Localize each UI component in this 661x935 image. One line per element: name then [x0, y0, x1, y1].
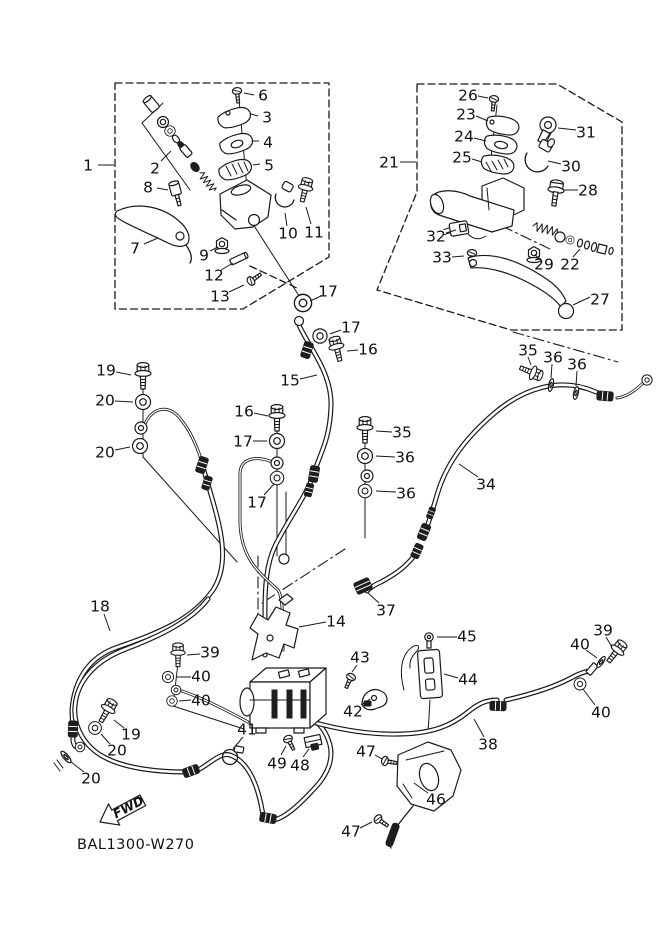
- part-30-clamp: [525, 138, 556, 172]
- ferrule: [182, 764, 200, 778]
- callout-17: 17: [318, 282, 338, 301]
- callout-40: 40: [191, 691, 211, 710]
- part-28-bolt: [546, 179, 565, 207]
- part-16-union-bolt: [269, 405, 285, 431]
- callout-36: 36: [543, 348, 563, 367]
- callout-28: 28: [578, 181, 598, 200]
- callout-leader-2: [161, 151, 171, 161]
- part-22-piston-kit: [532, 222, 614, 255]
- clip: [54, 760, 63, 771]
- grommet: [279, 554, 289, 564]
- part-44-bracket: [417, 649, 442, 698]
- callout-leader-33: [452, 256, 464, 257]
- part-39-union-bolt: [602, 637, 629, 666]
- callout-36: 36: [395, 448, 415, 467]
- callout-1: 1: [83, 156, 93, 175]
- callout-41: 41: [237, 720, 257, 739]
- callout-leader-13: [229, 285, 244, 292]
- callout-leader-5: [253, 164, 260, 165]
- callout-6: 6: [258, 86, 268, 105]
- part-23-cap: [485, 114, 521, 137]
- callout-leader-25: [472, 159, 482, 162]
- callout-24: 24: [454, 127, 474, 146]
- ferrule: [300, 341, 314, 359]
- callout-49: 49: [267, 754, 287, 773]
- callout-30: 30: [561, 157, 581, 176]
- part-11-bolt: [295, 176, 315, 203]
- hose-34-banjo: [361, 470, 373, 482]
- callout-leader-47: [375, 755, 382, 759]
- ferrule: [490, 701, 506, 711]
- part-42-bracket: [362, 690, 387, 710]
- callout-leader-35: [376, 431, 392, 432]
- part-27-lever: [468, 255, 574, 318]
- callout-7: 7: [130, 239, 140, 258]
- callout-25: 25: [452, 148, 472, 167]
- callout-23: 23: [456, 105, 476, 124]
- callout-4: 4: [263, 133, 273, 152]
- part-17-washer: [270, 434, 285, 449]
- part-19-union-bolt: [135, 363, 151, 389]
- callout-17: 17: [341, 318, 361, 337]
- part-39-union-bolt: [171, 643, 185, 667]
- hose-34-elbow: [617, 383, 643, 398]
- centerline: [262, 549, 345, 603]
- callout-leader-38: [474, 719, 484, 737]
- pipe-banjo: [271, 457, 283, 469]
- callout-leader-36: [376, 456, 395, 457]
- part-20-washer: [89, 722, 102, 735]
- part-3-cap: [216, 104, 253, 131]
- part-43-screw: [342, 672, 357, 690]
- callout-leader-14: [299, 622, 326, 627]
- part-40-washer: [574, 678, 586, 690]
- callout-10: 10: [278, 224, 298, 243]
- callout-16: 16: [234, 402, 254, 421]
- ferrule: [68, 721, 78, 737]
- callout-5: 5: [264, 156, 274, 175]
- callout-leader-20: [115, 447, 130, 450]
- callout-15: 15: [280, 371, 300, 390]
- part-25-diaphragm: [480, 153, 516, 176]
- callout-leader-26: [478, 96, 488, 98]
- callout-35: 35: [518, 341, 538, 360]
- part-17-washer: [270, 471, 284, 485]
- callout-leader-18: [104, 614, 110, 631]
- part-40-washer: [595, 655, 606, 668]
- callout-leader-8: [157, 188, 168, 190]
- fwd-arrow: [94, 789, 148, 833]
- callout-31: 31: [576, 123, 596, 142]
- part-16-union-bolt: [327, 335, 348, 363]
- part-45-bolt: [425, 633, 433, 648]
- callout-leader-36: [376, 491, 396, 492]
- callout-19: 19: [121, 725, 141, 744]
- callout-20: 20: [95, 443, 115, 462]
- part-8-adjuster: [168, 180, 184, 207]
- ferrule: [417, 523, 431, 541]
- part-13-screw: [246, 270, 264, 286]
- callout-22: 22: [560, 255, 580, 274]
- callout-40: 40: [570, 635, 590, 654]
- part-48-clamp: [304, 734, 323, 751]
- callout-26: 26: [458, 86, 478, 105]
- part-17-washer: [313, 329, 327, 343]
- part-7-brake-lever: [115, 206, 191, 263]
- callout-leader-27: [573, 297, 590, 305]
- callout-37: 37: [376, 601, 396, 620]
- callout-36: 36: [396, 484, 416, 503]
- callout-21: 21: [379, 153, 399, 172]
- callout-27: 27: [590, 290, 610, 309]
- callout-17: 17: [233, 432, 253, 451]
- callout-12: 12: [204, 266, 224, 285]
- part-40-washer: [167, 696, 178, 707]
- callout-leader-16: [254, 413, 268, 416]
- callout-leader-30: [548, 161, 561, 164]
- callout-18: 18: [90, 597, 110, 616]
- part-47-screw: [381, 756, 398, 768]
- callout-47: 47: [356, 742, 376, 761]
- pipe-banjo: [135, 422, 147, 434]
- ferrule: [426, 507, 436, 520]
- callout-36: 36: [567, 355, 587, 374]
- callout-leader-15: [300, 375, 317, 379]
- callout-leader-31: [558, 128, 576, 130]
- callout-leader-39: [187, 654, 200, 655]
- callout-32: 32: [426, 227, 446, 246]
- drawing-code: BAL1300-W270: [77, 837, 195, 853]
- callout-48: 48: [290, 756, 310, 775]
- callout-47: 47: [341, 822, 361, 841]
- part-36-washer: [358, 449, 373, 464]
- callout-leader-19: [116, 372, 131, 375]
- part-6-screw: [232, 87, 243, 103]
- part-36-washer: [547, 378, 554, 392]
- part-10-holder-clamp: [275, 181, 294, 207]
- callout-44: 44: [458, 670, 478, 689]
- sensor-wire: [401, 645, 418, 690]
- callout-20: 20: [81, 769, 101, 788]
- part-36-washer: [572, 386, 579, 400]
- callout-leader-7: [144, 238, 158, 244]
- callout-leader-20: [115, 401, 133, 402]
- brake-pipe-left: [145, 409, 201, 459]
- callout-2: 2: [150, 159, 160, 178]
- abs-pipe-banjo: [171, 685, 181, 695]
- part-17-washer: [294, 294, 311, 311]
- callout-3: 3: [262, 108, 272, 127]
- callout-13: 13: [210, 287, 230, 306]
- part-14-bracket: [250, 594, 298, 660]
- callout-34: 34: [476, 475, 496, 494]
- part-37-clamp: [353, 577, 372, 594]
- ferrule: [259, 812, 276, 824]
- callout-20: 20: [95, 391, 115, 410]
- ferrule: [597, 391, 614, 401]
- callout-leader-40: [179, 700, 191, 701]
- part-40-washer: [162, 671, 173, 682]
- callout-leader-17: [330, 330, 341, 334]
- part-20-washer: [136, 395, 151, 410]
- callout-leader-16: [347, 350, 358, 351]
- part-36-washer: [358, 484, 372, 498]
- callout-9: 9: [199, 246, 209, 265]
- callout-42: 42: [343, 702, 363, 721]
- callout-35: 35: [392, 423, 412, 442]
- part-46-bracket: [385, 742, 461, 848]
- callout-8: 8: [143, 178, 153, 197]
- callout-39: 39: [200, 643, 220, 662]
- part-35-union-bolt: [357, 417, 373, 443]
- callout-leader-47: [360, 822, 372, 828]
- part-32-switch: [443, 221, 469, 238]
- callout-38: 38: [478, 735, 498, 754]
- part-26-screw: [488, 95, 499, 111]
- callout-19: 19: [96, 361, 116, 380]
- callout-16: 16: [358, 340, 378, 359]
- hose-38-end-fitting: [586, 662, 598, 675]
- hose-34-upper-banjo: [642, 375, 652, 385]
- callout-leader-3: [251, 114, 258, 116]
- part-2-piston-kit: [142, 94, 217, 193]
- ferrule: [410, 543, 423, 559]
- abs-unit-group: [162, 577, 461, 848]
- callout-leader-44: [444, 674, 458, 678]
- ferrule: [304, 483, 314, 497]
- hose-ferrules: [68, 341, 613, 824]
- callout-45: 45: [457, 627, 477, 646]
- master-cylinder-body-front: [220, 180, 271, 229]
- hose-15-banjo: [295, 317, 304, 326]
- callout-leader-23: [476, 116, 488, 121]
- ferrule: [308, 465, 320, 482]
- callout-33: 33: [432, 248, 452, 267]
- callout-20: 20: [107, 741, 127, 760]
- callout-46: 46: [426, 790, 446, 809]
- callout-17: 17: [247, 493, 267, 512]
- part-20-washer: [59, 750, 72, 764]
- callout-43: 43: [350, 648, 370, 667]
- hose-18-banjo: [75, 742, 85, 752]
- callout-leader-11: [306, 207, 311, 224]
- fwd-label: FWD: [110, 792, 147, 822]
- callout-11: 11: [304, 223, 324, 242]
- part-47-screw: [373, 813, 391, 829]
- callout-14: 14: [326, 612, 346, 631]
- callout-39: 39: [593, 621, 613, 640]
- callout-29: 29: [534, 255, 554, 274]
- callout-40: 40: [591, 703, 611, 722]
- callout-40: 40: [191, 667, 211, 686]
- part-20-washer: [133, 439, 148, 454]
- master-cylinder-body-rear: [428, 178, 524, 232]
- callout-leader-6: [244, 93, 254, 95]
